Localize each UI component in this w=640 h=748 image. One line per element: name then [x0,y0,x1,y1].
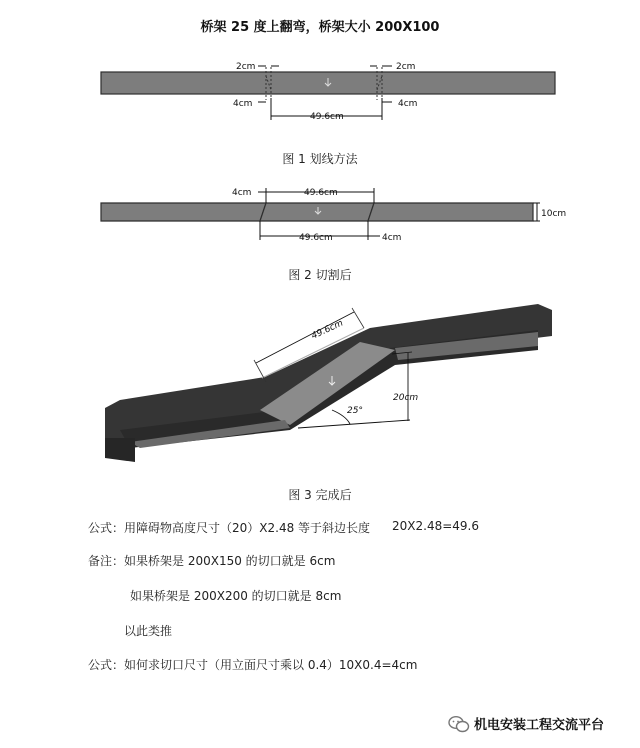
wechat-logo-icon [448,715,470,733]
fig1-dim-left-bottom: 4cm [233,99,253,109]
remark-1-text: 备注：如果桥架是 200X150 的切口就是 6cm [88,554,336,568]
figure-1-caption: 图 1 划线方法 [282,152,358,166]
fig1-dim-left-top: 2cm [236,62,256,72]
fig2-dim-mid-bottom: 49.6cm [299,233,333,243]
watermark-text: 机电安装工程交流平台 [474,718,605,733]
figure-3-finished-tray [0,290,640,480]
figure-1-marking-method [0,0,640,150]
fig1-dim-mid-bottom: 49.6cm [310,112,344,122]
figure-2-after-cutting [0,170,640,270]
fig3-dim-angle: 25° [347,406,363,416]
fig3-dim-rise: 20cm [393,393,419,403]
document-title: 桥架 25 度上翻弯，桥架大小 200X100 [200,20,440,35]
fig1-dim-right-top: 2cm [396,62,416,72]
figure-3-caption: 图 3 完成后 [288,488,352,502]
fig2-dim-left-top: 4cm [232,188,252,198]
formula-1-calculation: 20X2.48=49.6 [392,519,479,533]
remark-3-text: 以此类推 [124,624,173,638]
fig2-dim-height: 10cm [541,209,567,219]
formula-1-text: 公式：用障碍物高度尺寸（20）X2.48 等于斜边长度 [88,521,371,535]
fig2-dim-right-bottom: 4cm [382,233,402,243]
figure-2-caption: 图 2 切割后 [288,268,352,282]
remark-2-text: 如果桥架是 200X200 的切口就是 8cm [130,589,342,603]
fig1-dim-right-bottom: 4cm [398,99,418,109]
formula-2-text: 公式：如何求切口尺寸（用立面尺寸乘以 0.4）10X0.4=4cm [88,658,418,672]
fig2-dim-mid-top: 49.6cm [304,188,338,198]
fig3-dim-slope: 49.6cm [310,318,345,342]
